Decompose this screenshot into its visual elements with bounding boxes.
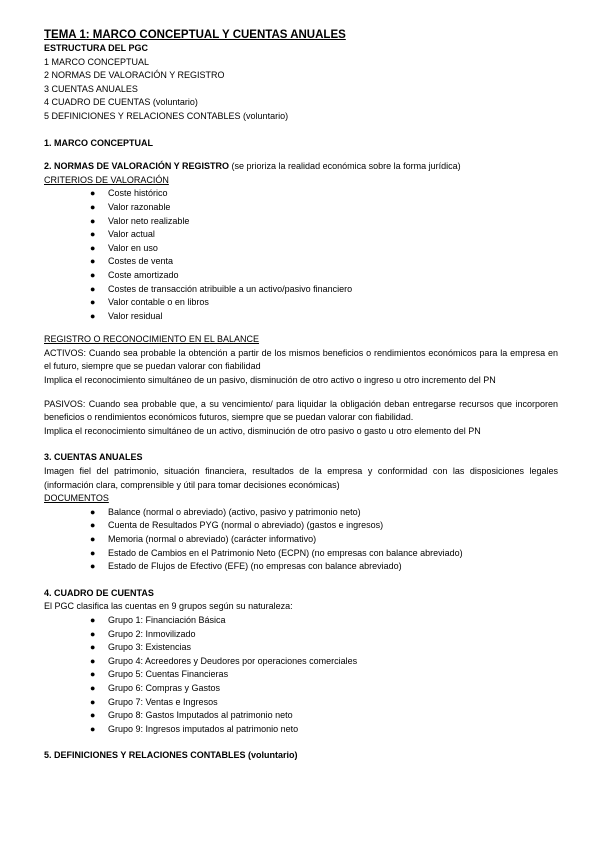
documentos-list bbox=[44, 506, 558, 574]
list-item: ● Coste histórico bbox=[90, 187, 558, 201]
list-item: ● Valor en uso bbox=[90, 242, 558, 256]
list-item: ● Estado de Flujos de Efectivo (EFE) (no empresas con balance abreviado) bbox=[90, 560, 558, 574]
bullet-icon: ● bbox=[90, 547, 96, 558]
bullet-icon: ● bbox=[90, 283, 96, 294]
bullet-icon: ● bbox=[90, 561, 96, 572]
bullet-icon: ● bbox=[90, 242, 96, 253]
list-item: ● Grupo 6: Compras y Gastos bbox=[90, 682, 558, 696]
list-item: ● Grupo 3: Existencias bbox=[90, 641, 558, 655]
bullet-icon: ● bbox=[90, 269, 96, 280]
cuadro-intro: El PGC clasifica las cuentas en 9 grupos según su naturaleza: bbox=[44, 601, 293, 612]
bullet-icon: ● bbox=[90, 188, 96, 199]
bullet-icon: ● bbox=[90, 520, 96, 531]
document-page bbox=[44, 28, 558, 763]
list-item: ● Grupo 7: Ventas e Ingresos bbox=[90, 696, 558, 710]
list-item: ● Coste amortizado bbox=[90, 269, 558, 283]
bullet-icon: ● bbox=[90, 710, 96, 721]
estructura-item: 1 MARCO CONCEPTUAL bbox=[44, 56, 150, 67]
list-item: ● Grupo 1: Financiación Básica bbox=[90, 614, 558, 628]
bullet-icon: ● bbox=[90, 669, 96, 680]
documentos-heading: DOCUMENTOS bbox=[44, 493, 109, 504]
section-2-heading-line bbox=[44, 160, 558, 174]
bullet-icon: ● bbox=[90, 655, 96, 666]
list-item: ● Memoria (normal o abreviado) (carácter informativo) bbox=[90, 533, 558, 547]
activos-paragraph: ACTIVOS: Cuando sea probable la obtención a partir de los mismos beneficios o rendimientos económicos para la empresa en el futuro, siempre que se puedan valorar con fiabilidad bbox=[44, 347, 558, 372]
estructura-item: 3 CUENTAS ANUALES bbox=[44, 83, 138, 94]
bullet-icon: ● bbox=[90, 682, 96, 693]
list-item: ● Costes de transacción atribuible a un activo/pasivo financiero bbox=[90, 283, 558, 297]
activos-implica: Implica el reconocimiento simultáneo de un pasivo, disminución de otro activo o ingreso u otro incremento del PN bbox=[44, 375, 496, 386]
section-3-heading: 3. CUENTAS ANUALES bbox=[44, 452, 143, 463]
pasivos-implica: Implica el reconocimiento simultáneo de un activo, disminución de otro pasivo o gasto u otro elemento del PN bbox=[44, 425, 481, 436]
list-item: ● Grupo 8: Gastos Imputados al patrimonio neto bbox=[90, 709, 558, 723]
list-item: ● Valor actual bbox=[90, 228, 558, 242]
estructura-item: 4 CUADRO DE CUENTAS (voluntario) bbox=[44, 97, 198, 108]
bullet-icon: ● bbox=[90, 506, 96, 517]
section-1-heading: 1. MARCO CONCEPTUAL bbox=[44, 137, 154, 148]
list-item: ● Valor contable o en libros bbox=[90, 296, 558, 310]
criterios-heading: CRITERIOS DE VALORACIÓN bbox=[44, 174, 169, 185]
bullet-icon: ● bbox=[90, 215, 96, 226]
section-2-heading-note: (se prioriza la realidad económica sobre la forma jurídica) bbox=[229, 161, 461, 172]
list-item: ● Estado de Cambios en el Patrimonio Neto (ECPN) (no empresas con balance abreviado) bbox=[90, 547, 558, 561]
list-item: ● Grupo 5: Cuentas Financieras bbox=[90, 668, 558, 682]
list-item: ● Valor razonable bbox=[90, 201, 558, 215]
registro-heading: REGISTRO O RECONOCIMIENTO EN EL BALANCE bbox=[44, 334, 260, 345]
grupos-list bbox=[44, 614, 558, 736]
list-item: ● Cuenta de Resultados PYG (normal o abreviado) (gastos e ingresos) bbox=[90, 519, 558, 533]
list-item: ● Grupo 9: Ingresos imputados al patrimonio neto bbox=[90, 723, 558, 737]
section-5-heading: 5. DEFINICIONES Y RELACIONES CONTABLES (voluntario) bbox=[44, 750, 298, 761]
list-item: ● Valor neto realizable bbox=[90, 215, 558, 229]
list-item: ● Balance (normal o abreviado) (activo, pasivo y patrimonio neto) bbox=[90, 506, 558, 520]
bullet-icon: ● bbox=[90, 229, 96, 240]
estructura-list bbox=[44, 56, 558, 124]
section-4-heading: 4. CUADRO DE CUENTAS bbox=[44, 587, 154, 598]
list-item: ● Costes de venta bbox=[90, 255, 558, 269]
list-item: ● Grupo 4: Acreedores y Deudores por operaciones comerciales bbox=[90, 655, 558, 669]
bullet-icon: ● bbox=[90, 534, 96, 544]
estructura-item: 5 DEFINICIONES Y RELACIONES CONTABLES (voluntario) bbox=[44, 110, 289, 121]
list-item: ● Grupo 2: Inmovilizado bbox=[90, 628, 558, 642]
bullet-icon: ● bbox=[90, 614, 96, 625]
cuentas-anuales-intro: Imagen fiel del patrimonio, situación financiera, resultados de la empresa y conformidad con las disposiciones legales (información clara, comprensible y útil para tomar decisiones económicas) bbox=[44, 466, 558, 490]
bullet-icon: ● bbox=[90, 642, 96, 653]
estructura-heading: ESTRUCTURA DEL PGC bbox=[44, 43, 149, 53]
pasivos-paragraph: PASIVOS: Cuando sea probable que, a su vencimiento/ para liquidar la obligación deban entregarse recursos que incorporen beneficios o rendimientos económicos futuros, siempre que se puedan valorar con fiabilidad. bbox=[44, 398, 558, 423]
estructura-item: 2 NORMAS DE VALORACIÓN Y REGISTRO bbox=[44, 70, 225, 81]
criterios-list bbox=[44, 187, 558, 323]
bullet-icon: ● bbox=[90, 297, 96, 308]
bullet-icon: ● bbox=[90, 201, 96, 212]
bullet-icon: ● bbox=[90, 628, 96, 639]
bullet-icon: ● bbox=[90, 310, 96, 321]
bullet-icon: ● bbox=[90, 696, 96, 707]
section-2-heading: 2. NORMAS DE VALORACIÓN Y REGISTRO bbox=[44, 161, 230, 172]
page-title: TEMA 1: MARCO CONCEPTUAL Y CUENTAS ANUALES bbox=[44, 29, 346, 41]
bullet-icon: ● bbox=[90, 256, 96, 267]
bullet-icon: ● bbox=[90, 723, 96, 734]
list-item: ● Valor residual bbox=[90, 310, 558, 324]
